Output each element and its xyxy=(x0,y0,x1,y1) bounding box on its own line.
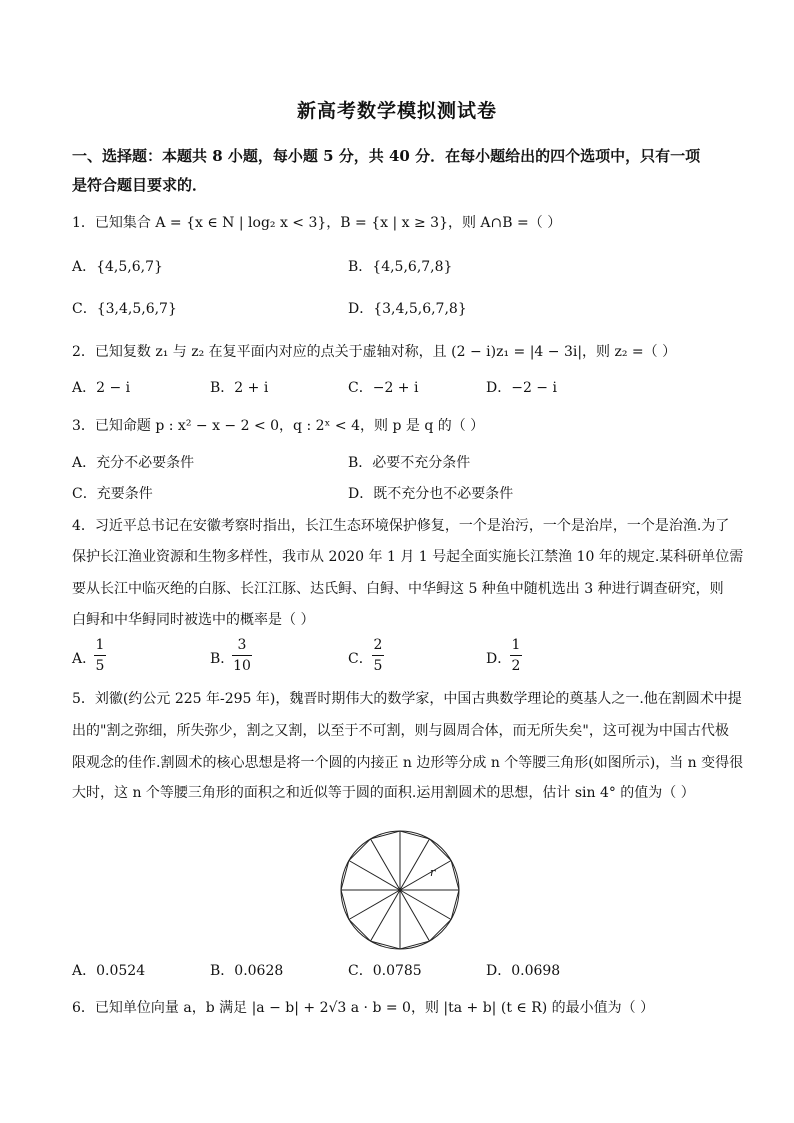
q4-option-a-label: A． xyxy=(72,651,97,667)
question-6-stem: 6．已知单位向量 a，b 满足 |a − b| + 2√3 a · b = 0，则 |ta + b| (t ∈ R) 的最小值为（ ） xyxy=(72,1000,655,1016)
question-1-stem: 1．已知集合 A = {x ∈ N | log₂ x < 3}，B = {x | x ≥ 3}，则 A∩B =（ ） xyxy=(72,215,562,231)
question-5-stem-line-1: 5．刘徽(约公元 225 年-295 年)，魏晋时期伟大的数学家，中国古典数学理论的奠基人之一.他在割圆术中提 xyxy=(72,691,742,707)
fraction-numerator: 1 xyxy=(95,637,105,653)
radius-segment-11 xyxy=(400,861,451,891)
q3-option-b: B．必要不充分条件 xyxy=(348,455,471,471)
radius-label: r xyxy=(430,866,436,879)
question-5-stem-line-4: 大时，这 n 个等腰三角形的面积之和近似等于圆的面积.运用割圆术的思想，估计 sin 4° 的值为（ ） xyxy=(72,785,695,801)
question-5-stem-line-3: 限观念的佳作.割圆术的核心思想是将一个圆的内接正 n 边形等分成 n 个等腰三角形(如图所示)，当 n 变得很 xyxy=(72,755,744,771)
q1-option-a: A．{4,5,6,7} xyxy=(72,259,163,275)
page-title: 新高考数学模拟测试卷 xyxy=(296,100,497,122)
question-3-stem: 3．已知命题 p : x² − x − 2 < 0，q : 2ˣ < 4，则 p 是 q 的（ ） xyxy=(72,418,485,434)
radius-segment-3 xyxy=(349,861,400,891)
q4-option-d-fraction xyxy=(510,637,522,674)
question-4-stem-line-1: 4．习近平总书记在安徽考察时指出，长江生态环境保护修复，一个是治污，一个是治岸，一个是治渔.为了 xyxy=(72,518,730,534)
fraction-numerator: 1 xyxy=(511,637,521,653)
q4-option-a-fraction xyxy=(94,637,106,674)
q5-option-c: C．0.0785 xyxy=(348,963,422,979)
fraction-numerator: 2 xyxy=(373,637,383,653)
fraction-denominator: 5 xyxy=(95,658,105,674)
question-2-stem: 2．已知复数 z₁ 与 z₂ 在复平面内对应的点关于虚轴对称，且 (2 − i)z₁ = |4 − 3i|，则 z₂ =（ ） xyxy=(72,344,677,360)
question-4-stem-line-3: 要从长江中临灭绝的白豚、长江江豚、达氏鲟、白鲟、中华鲟这 5 种鱼中随机选出 3 种进行调查研究，则 xyxy=(72,581,724,597)
radius-segment-5 xyxy=(349,890,400,920)
q2-option-c: C．−2 + i xyxy=(348,380,419,396)
polygon-circle-figure xyxy=(338,828,462,952)
q1-option-c: C．{3,4,5,6,7} xyxy=(72,301,177,317)
fraction-denominator: 2 xyxy=(511,658,521,674)
q5-option-d: D．0.0698 xyxy=(486,963,561,979)
q1-option-d: D．{3,4,5,6,7,8} xyxy=(348,301,467,317)
q2-option-a: A．2 − i xyxy=(72,380,131,396)
radius-segment-2 xyxy=(371,839,401,890)
radius-segment-6 xyxy=(371,890,401,941)
q2-option-b: B．2 + i xyxy=(210,380,269,396)
q4-option-c-label: C． xyxy=(348,651,373,667)
question-5-stem-line-2: 出的"割之弥细，所失弥少，割之又割，以至于不可割，则与圆周合体，而无所失矣"，这可视为中国古代极 xyxy=(72,723,729,739)
q4-option-b-fraction xyxy=(232,637,252,674)
q3-option-c: C．充要条件 xyxy=(72,486,153,502)
fraction-denominator: 5 xyxy=(373,658,383,674)
radius-segment-8 xyxy=(400,890,430,941)
q5-option-a: A．0.0524 xyxy=(72,963,146,979)
fraction-denominator: 10 xyxy=(233,658,251,674)
question-4-stem-line-2: 保护长江渔业资源和生物多样性，我市从 2020 年 1 月 1 号起全面实施长江禁渔 10 年的规定.某科研单位需 xyxy=(72,549,744,565)
question-4-stem-line-4: 白鲟和中华鲟同时被选中的概率是（ ） xyxy=(72,612,315,628)
q3-option-a: A．充分不必要条件 xyxy=(72,455,195,471)
q4-option-b-label: B． xyxy=(210,651,235,667)
q3-option-d: D．既不充分也不必要条件 xyxy=(348,486,514,502)
q2-option-d: D．−2 − i xyxy=(486,380,557,396)
q4-option-c-fraction xyxy=(372,637,384,674)
fraction-numerator: 3 xyxy=(237,637,247,653)
q5-option-b: B．0.0628 xyxy=(210,963,284,979)
q4-option-d-label: D． xyxy=(486,651,512,667)
section-heading-cont: 是符合题目要求的． xyxy=(72,176,208,194)
radius-segment-12 xyxy=(400,839,430,890)
section-heading: 一、选择题：本题共 8 小题，每小题 5 分，共 40 分．在每小题给出的四个选项中，只有一项 xyxy=(72,147,701,165)
q1-option-b: B．{4,5,6,7,8} xyxy=(348,259,453,275)
radius-segment-9 xyxy=(400,890,451,920)
